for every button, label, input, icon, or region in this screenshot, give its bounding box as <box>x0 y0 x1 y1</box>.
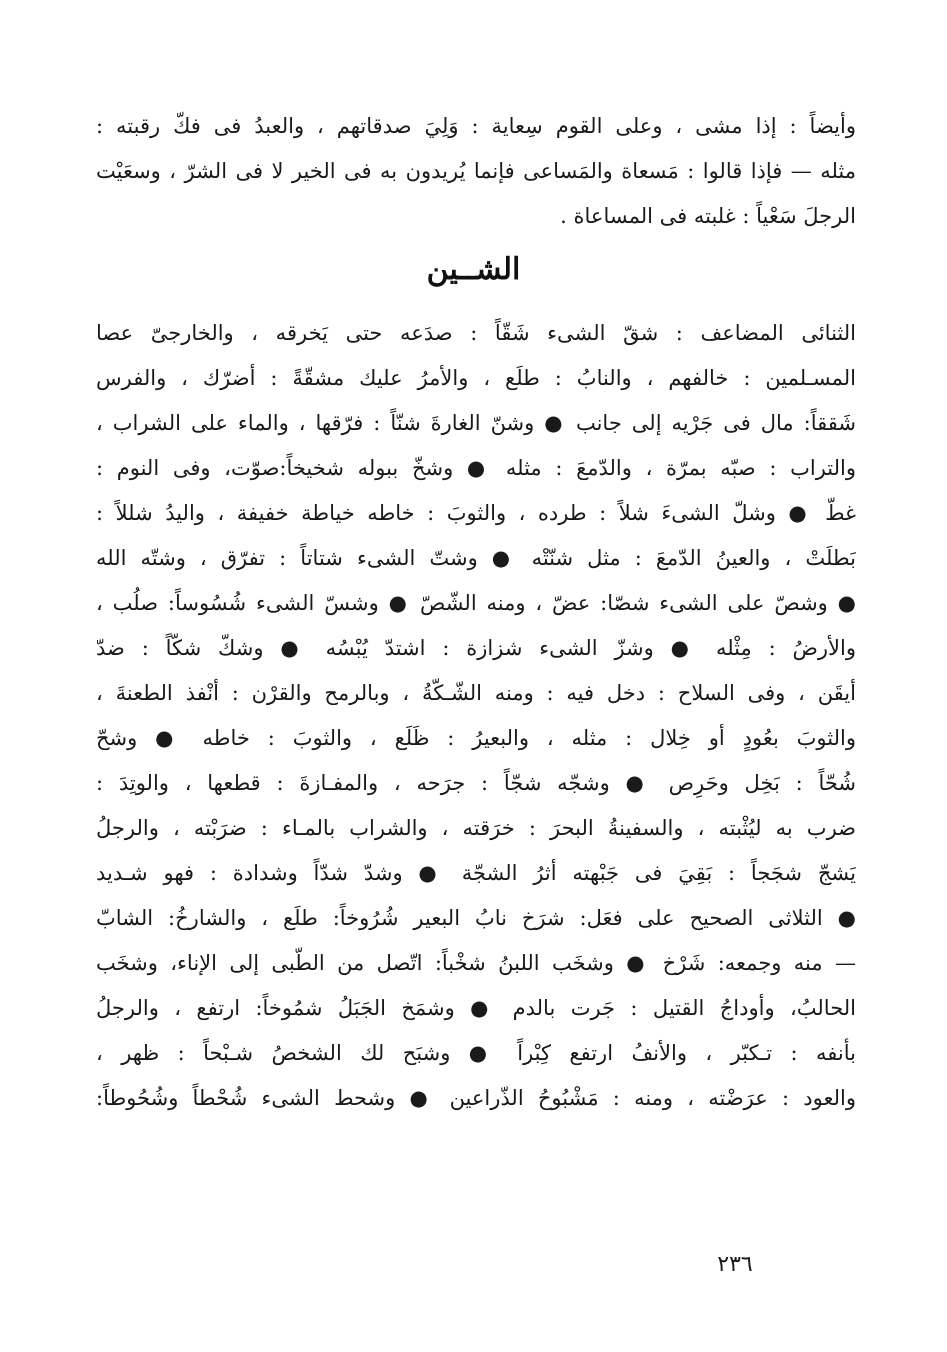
text-line: ● الثلاثى الصحيح على فعَل: شرَخ نابُ البعير شُرُوخاً: طلَع ، والشارخُ: الشابّ <box>96 906 856 930</box>
page-number: ٢٣٦ <box>717 1252 753 1277</box>
text-line: غطّ ● وشلّ الشىءَ شلاً : طرده ، والثوبَ : خاطه خياطة خفيفة ، واليدُ شللاً : <box>96 501 856 525</box>
text-line: شَققاً: مال فى جَرْيه إلى جانب ● وشنّ الغارةَ شنّاً : فرّقها ، والماء على الشراب ، <box>96 411 856 435</box>
text-line: ● وشصّ على الشىء شصّا: عضّ ، ومنه الشّصّ ● وشسّ الشىء شُسُوساً: صلُب ، <box>96 591 856 615</box>
text-line: والأرضُ : مِثْله ● وشزّ الشىء شزازة : اشتدّ يُبْسُه ● وشكّ شكّاً : ضدّ <box>96 636 856 660</box>
text-line: شُحّاً : بَخِل وحَرِص ● وشجّه شجّاً : جرَحه ، والمفـازةَ : قطعها ، والوتِدَ : <box>96 771 856 795</box>
text-line: ضرب به ليُثْبته ، والسفينةُ البحرَ : خرَقته ، والشراب بالمـاء : ضرَبْته ، والرجلُ <box>96 816 856 840</box>
text-line: المسـلمين : خالفهم ، والنابُ : طلَع ، والأمرُ عليك مشقّةً : أضرّك ، والفرس <box>96 366 856 390</box>
text-line: وأيضاً : إذا مشى ، وعلى القوم سِعاية : وَلِيَ صدقاتهم ، والعبدُ فى فكّ رقبته : <box>96 114 856 138</box>
text-line: — منه وجمعه: شَرْخ ● وشخَب اللبنُ شخْباً: اتّصل من الطّبى إلى الإناء، وشخَب <box>96 951 856 975</box>
text-line: الثنائى المضاعف : شقّ الشىء شَقّاً : صدَعه حتى يَخرقه ، والخارجىّ عصا <box>96 321 856 345</box>
text-line: أيقَن ، وفى السلاح : دخل فيه : ومنه الشّـكّةُ ، وبالرمح والقرْن : أنْفذ الطعنةَ ، <box>96 681 856 705</box>
text-line: مثله — فإذا قالوا : مَسعاة والمَساعى فإنما يُريدون به فى الخير لا فى الشرّ ، وسعَيْت <box>96 159 856 183</box>
text-line: يَشجّ شجَجاً : بَقِيَ فى جَبْهته أثرُ الشجّة ● وشدّ شدّاً وشدادة : فهو شـديد <box>96 861 856 885</box>
text-line: بأنفه : تـكبّر ، والأنفُ ارتفع كِبْراً ● وشبَح لك الشخصُ شـبْحاً : ظهر ، <box>96 1041 856 1065</box>
text-line: والثوبَ بعُودٍ أو خِلال : مثله ، والبعيرُ : ظَلَع ، والثوبَ : خاطه ● وشحّ <box>96 726 856 750</box>
main-paragraph <box>96 311 856 1121</box>
text-line: والعود : عرَضْته ، ومنه : مَشْبُوحُ الذّراعين ● وشحط الشىء شُحْطاً وشُحُوطاً: <box>96 1086 856 1110</box>
top-paragraph <box>96 104 856 239</box>
text-line: الرجلَ سَعْياً : غلبته فى المساعاة . <box>560 204 856 228</box>
text-line: الحالبُ، وأوداجُ القتيل : جَرت بالدم ● وشمَخ الجَبَلُ شمُوخاً: ارتفع ، والرجلُ <box>96 996 856 1020</box>
section-heading: الشــين <box>426 252 521 287</box>
text-line: بَطلَتْ ، والعينُ الدّمعَ : مثل شنّتْه ● وشتّ الشىء شتاتاً : تفرّق ، وشتّه الله <box>96 546 856 570</box>
text-line: والتراب : صبّه بمرّة ، والدّمعَ : مثله ● وشخّ ببوله شخيخاً:صوّت، وفى النوم : <box>96 456 856 480</box>
